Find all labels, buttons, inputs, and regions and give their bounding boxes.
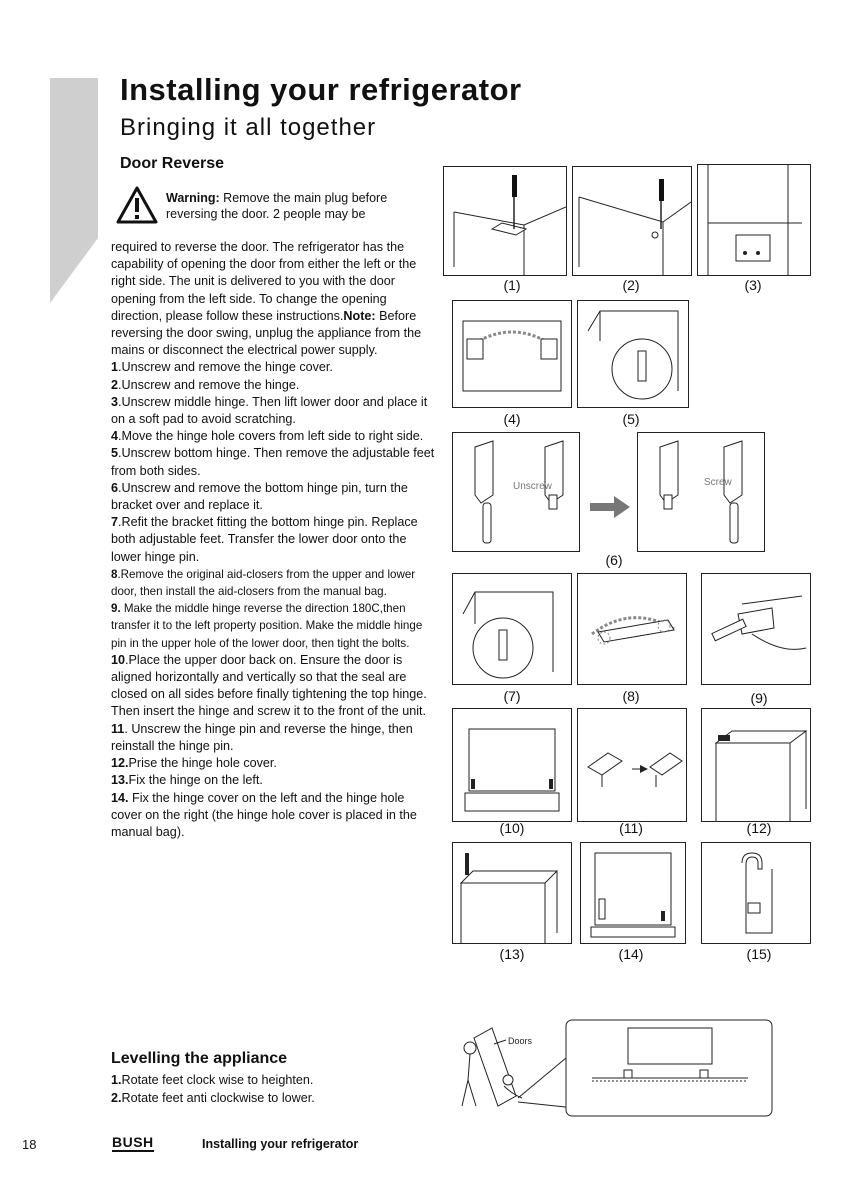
figure-3-drawing [698, 165, 810, 275]
door-reverse-instructions [111, 239, 436, 841]
step-10: 10.Place the upper door back on. Ensure the door is aligned horizontally and vertically so that the seal are closed on all sides before finally tightening the top hinge. Then insert the hinge and screw it to the front of the unit. [111, 652, 427, 719]
figure-1-drawing [444, 167, 566, 275]
step-3: 3.Unscrew middle hinge. Then lift lower door and place it on a soft pad to avoid scratching. [111, 394, 428, 427]
step-4: 4.Move the hinge hole covers from left side to right side. [111, 429, 424, 444]
step-11: 11. Unscrew the hinge pin and reverse the hinge, then reinstall the hinge pin. [111, 721, 413, 753]
caption-13: (13) [499, 946, 525, 962]
step-6: 6.Unscrew and remove the bottom hinge pin, turn the bracket over and replace it. [111, 480, 408, 513]
figure-6b-drawing [638, 433, 764, 551]
levelling-step-1: 1.Rotate feet clock wise to heighten. [111, 1073, 314, 1087]
figure-10 [452, 708, 572, 822]
caption-10: (10) [499, 820, 525, 836]
levelling-illustration [452, 1018, 776, 1120]
figure-12 [701, 708, 811, 822]
brand-logo [112, 1134, 154, 1150]
step-1: 1.Unscrew and remove the hinge cover. [111, 360, 333, 375]
section-title-levelling: Levelling the appliance [111, 1050, 288, 1067]
caption-8: (8) [622, 688, 640, 704]
step-2: 2.Unscrew and remove the hinge. [111, 377, 300, 392]
figure-9 [701, 573, 811, 685]
figure-2-drawing [573, 167, 691, 275]
figure-12-drawing [702, 709, 810, 821]
figure-11 [577, 708, 687, 822]
caption-1: (1) [503, 277, 521, 293]
levelling-steps [111, 1072, 315, 1107]
brand-logo-text: BUSH [112, 1134, 154, 1150]
figure-5 [577, 300, 689, 408]
figure-3 [697, 164, 811, 276]
figure-13-drawing [453, 843, 571, 943]
figure-2 [572, 166, 692, 276]
unscrew-label: Unscrew [513, 481, 552, 492]
caption-11: (11) [619, 820, 643, 836]
step-8: 8.Remove the original aid-closers from the upper and lower door, then install the aid-closers from the manual bag. [111, 567, 416, 599]
page-number: 18 [22, 1137, 37, 1152]
warning-text [166, 190, 426, 222]
figure-8 [577, 573, 687, 685]
arrow-right-icon [590, 496, 630, 518]
figure-13 [452, 842, 572, 944]
note-label: Note: [343, 308, 376, 323]
note-text: Before reversing the door swing, unplug the appliance from the mains or disconnect the electrical power supply. [111, 308, 422, 358]
figure-8-drawing [578, 574, 686, 684]
caption-3: (3) [744, 277, 762, 293]
caption-7: (7) [503, 688, 521, 704]
doors-label: Doors [508, 1036, 533, 1046]
screw-label: Screw [704, 477, 732, 488]
caption-5: (5) [622, 411, 640, 427]
figure-6b [637, 432, 765, 552]
page-title: Installing your refrigerator [120, 72, 522, 107]
figure-11-drawing [578, 709, 686, 821]
figure-9-drawing [702, 574, 810, 684]
figure-7 [452, 573, 572, 685]
step-13: 13.Fix the hinge on the left. [111, 773, 263, 788]
figure-15 [701, 842, 811, 944]
figure-7-drawing [453, 574, 571, 684]
figure-5-drawing [578, 301, 688, 407]
page-subtitle: Bringing it all together [120, 114, 377, 141]
warning-icon [116, 186, 158, 224]
side-tab-decoration [50, 78, 98, 303]
figure-14 [580, 842, 686, 944]
figure-6a [452, 432, 580, 552]
caption-12: (12) [746, 820, 772, 836]
caption-6: (6) [605, 552, 623, 568]
figure-1 [443, 166, 567, 276]
caption-2: (2) [622, 277, 640, 293]
figure-14-drawing [581, 843, 685, 943]
step-14: 14. Fix the hinge cover on the left and the hinge hole cover on the right (the hinge hole cover is placed in the manual bag). [111, 790, 417, 839]
step-7: 7.Refit the bracket fitting the bottom hinge pin. Replace both adjustable feet. Transfer the lower door onto the lower hinge pin. [111, 515, 418, 564]
figure-6a-drawing [453, 433, 579, 551]
figure-10-drawing [453, 709, 571, 821]
warning-label: Warning: [166, 191, 220, 205]
warning-body: Remove the main plug before reversing the door. 2 people may be [166, 191, 388, 221]
levelling-step-2: 2.Rotate feet anti clockwise to lower. [111, 1090, 315, 1105]
caption-15: (15) [746, 946, 772, 962]
step-12: 12.Prise the hinge hole cover. [111, 756, 277, 771]
step-5: 5.Unscrew bottom hinge. Then remove the adjustable feet from both sides. [111, 446, 435, 478]
caption-9: (9) [750, 690, 768, 706]
caption-14: (14) [618, 946, 644, 962]
intro-text: required to reverse the door. The refrigerator has the capability of opening the door from either the left or the right side. The unit is delivered to you with the door opening from the left side. To change the opening direction, please follow these instructions. [111, 240, 417, 323]
section-title-door-reverse: Door Reverse [120, 155, 225, 172]
figure-4-drawing [453, 301, 571, 407]
figure-4 [452, 300, 572, 408]
footer-title: Installing your refrigerator [202, 1137, 359, 1151]
step-9: 9. Make the middle hinge reverse the direction 180C,then transfer it to the left property position. Make the middle hinge pin in the upper hole of the lower door, then tight the bolts. [111, 602, 423, 650]
intro-paragraph [111, 239, 436, 359]
caption-4: (4) [503, 411, 521, 427]
figure-15-drawing [702, 843, 810, 943]
